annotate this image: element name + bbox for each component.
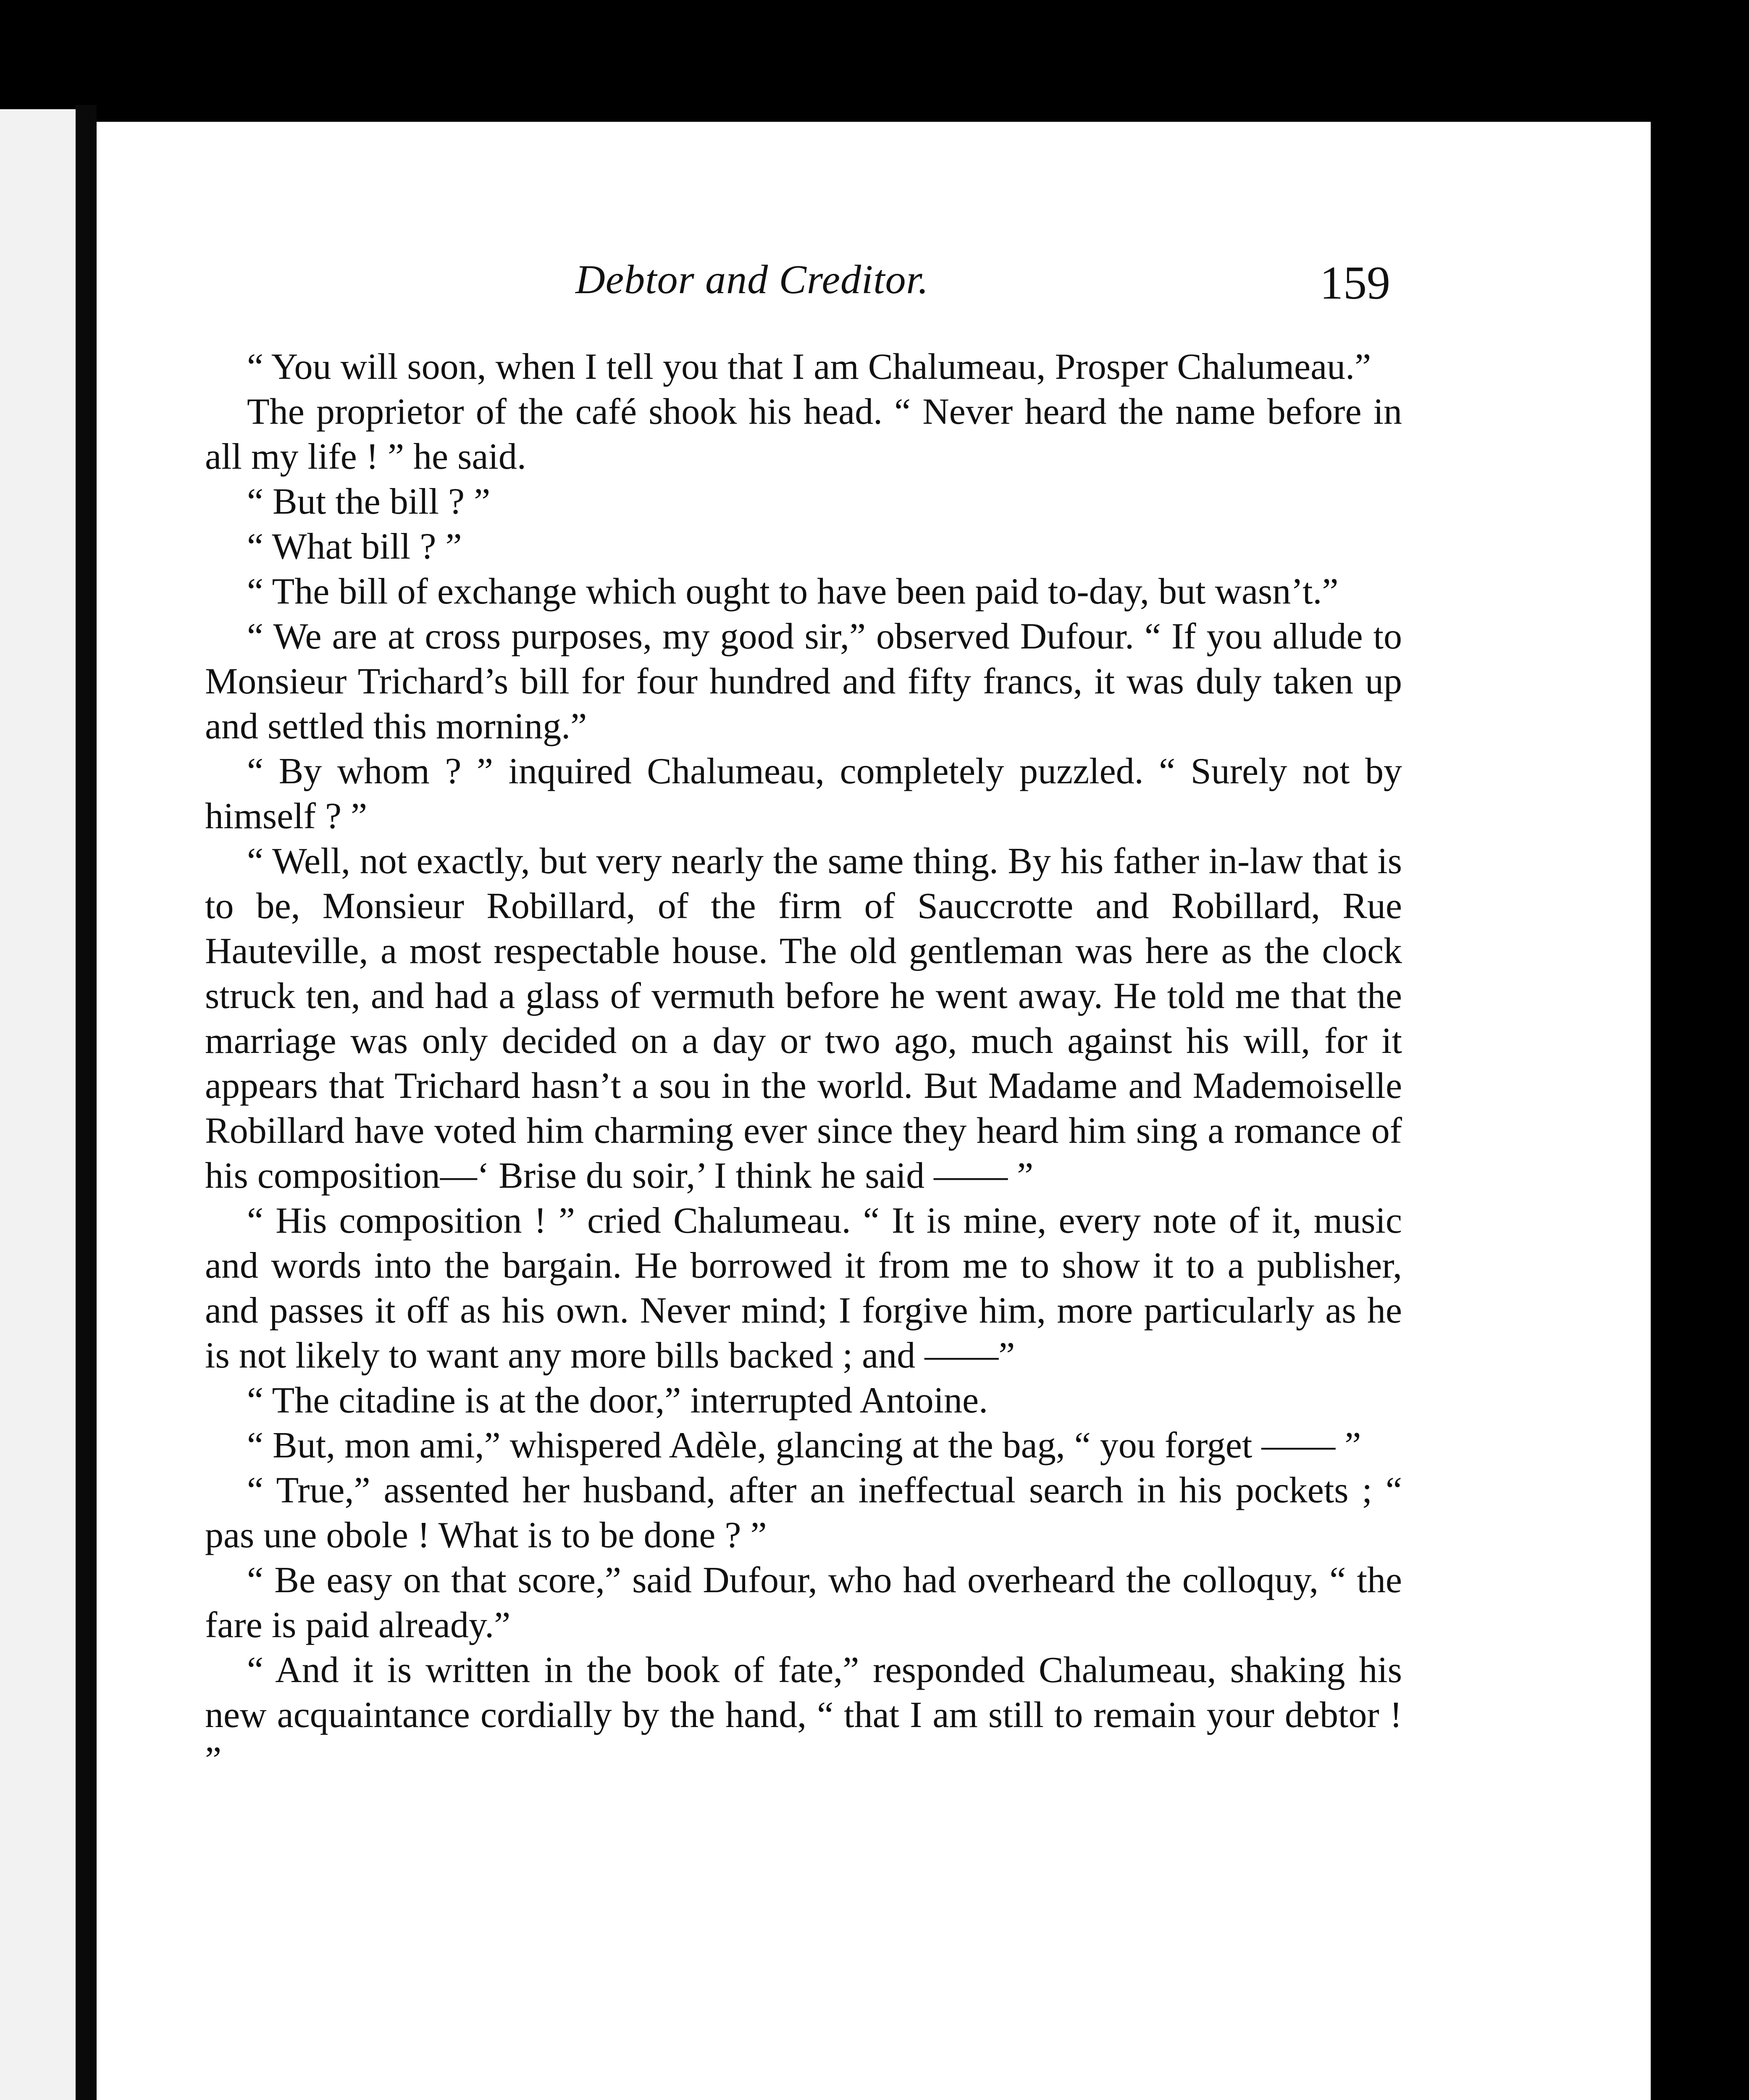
paragraph: “ What bill ? ”: [247, 526, 462, 567]
paragraph: “ Well, not exactly, but very nearly the same thing. By his father in-law that is to be, Monsieur Robillard, of the firm of Sauccrotte and Robillard, Rue Hauteville, a most respectable house. The old gentleman was here as the clock struck ten, and had a glass of vermuth before he went away. He told me that the marriage was only decided on a day or two ago, much against his will, for it appears that Trichard hasn’t a sou in the world. But Madame and Mademoiselle Robillard have voted him charming ever since they heard him sing a romance of his composition—‘ Brise du soir,’ I think he said —— ”: [205, 841, 1402, 1196]
paragraph: “ We are at cross purposes, my good sir,” observed Dufour. “ If you allude to Monsieur Trichard’s bill for four hundred and fifty francs, it was duly taken up and settled this morning.”: [205, 616, 1402, 747]
page-number: 159: [1320, 257, 1390, 309]
paragraph: “ You will soon, when I tell you that I am Chalumeau, Prosper Chalumeau.”: [247, 346, 1371, 387]
book-gutter: [76, 105, 97, 2100]
paragraph: “ By whom ? ” inquired Chalumeau, completely puzzled. “ Surely not by himself ? ”: [205, 751, 1402, 837]
book-page: [97, 122, 1651, 2100]
paragraph: “ The bill of exchange which ought to have been paid to-day, but wasn’t.”: [247, 571, 1339, 612]
paragraph: “ But, mon ami,” whispered Adèle, glancing at the bag, “ you forget —— ”: [247, 1425, 1361, 1466]
paragraph: “ His composition ! ” cried Chalumeau. “ It is mine, every note of it, music and words into the bargain. He borrowed it from me to show it to a publisher, and passes it off as his own. Never mind; I forgive him, more particularly as he is not likely to want any more bills backed ; and ——”: [205, 1200, 1402, 1376]
facing-page-edge: [0, 109, 76, 2100]
paragraph: “ Be easy on that score,” said Dufour, who had overheard the colloquy, “ the fare is paid already.”: [205, 1560, 1402, 1646]
paragraph: “ And it is written in the book of fate,” responded Chalumeau, shaking his new acquaintance cordially by the hand, “ that I am still to remain your debtor ! ”: [205, 1650, 1402, 1780]
story-text: [205, 344, 1402, 1782]
paragraph: “ But the bill ? ”: [247, 481, 491, 522]
paragraph: “ The citadine is at the door,” interrupted Antoine.: [247, 1380, 988, 1421]
paragraph: The proprietor of the café shook his head. “ Never heard the name before in all my life ! ” he said.: [205, 391, 1402, 477]
running-head: Debtor and Creditor.: [575, 257, 929, 302]
paragraph: “ True,” assented her husband, after an ineffectual search in his pockets ; “ pas une obole ! What is to be done ? ”: [205, 1470, 1402, 1556]
